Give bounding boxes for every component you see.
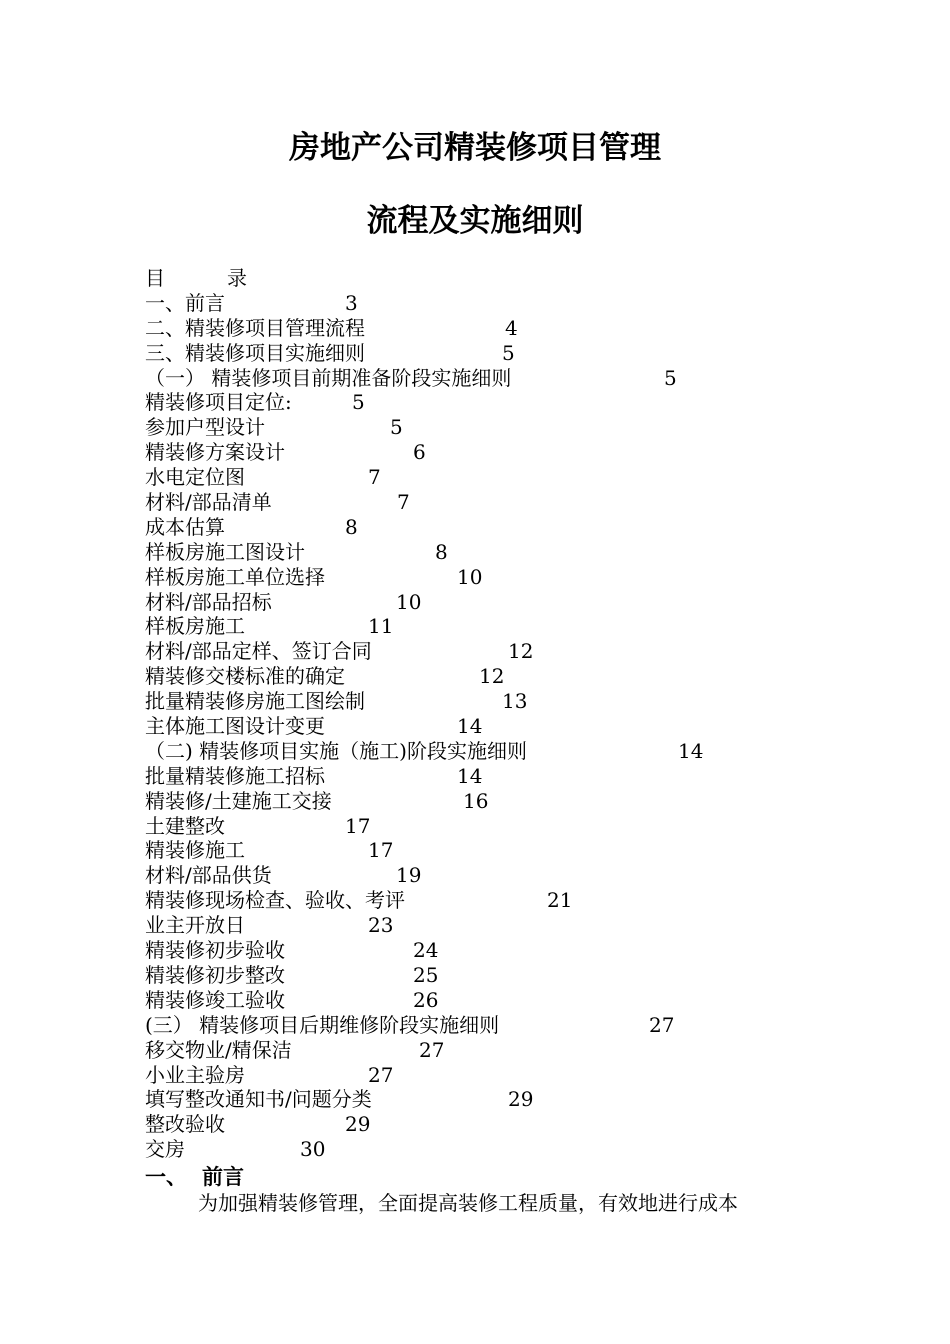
toc-entry[interactable]: [145, 714, 845, 739]
toc-entry-label: 交房: [145, 1137, 185, 1162]
toc-entry-label: 材料/部品定样、签订合同: [145, 639, 372, 664]
toc-entry-label: 样板房施工: [145, 614, 245, 639]
toc-entry[interactable]: [145, 764, 845, 789]
section-title: 前言: [202, 1165, 244, 1189]
toc-entry-page-number: 30: [300, 1137, 326, 1162]
toc-entry-page-number: 7: [368, 465, 381, 490]
document-title-line-2: 流程及实施细则: [366, 203, 584, 239]
toc-entry-label: 精装修/土建施工交接: [145, 788, 332, 813]
toc-entry-label: 主体施工图设计变更: [145, 714, 325, 739]
toc-entry[interactable]: [145, 540, 845, 565]
toc-entry[interactable]: [145, 565, 845, 590]
toc-entry[interactable]: [145, 838, 845, 863]
toc-entry-page-number: 7: [397, 490, 410, 515]
toc-entry-label: 填写整改通知书/问题分类: [145, 1087, 372, 1112]
toc-entry-label: 材料/部品供货: [145, 863, 272, 888]
toc-entry-label: 批量精装修施工招标: [145, 763, 325, 788]
toc-entry-page-number: 27: [649, 1012, 675, 1037]
toc-entry[interactable]: [145, 316, 845, 341]
toc-entry[interactable]: [145, 814, 845, 839]
toc-entry-page-number: 5: [502, 340, 515, 365]
toc-entry-page-number: 6: [413, 440, 426, 465]
toc-entry-page-number: 13: [502, 689, 528, 714]
toc-entry-label: 三、精装修项目实施细则: [145, 340, 365, 365]
toc-entry-label: （二) 精装修项目实施（施工)阶段实施细则: [145, 738, 527, 763]
toc-entry-page-number: 23: [368, 913, 394, 938]
toc-entry[interactable]: [145, 1063, 845, 1088]
toc-entry-page-number: 16: [463, 788, 489, 813]
toc-entry-page-number: 8: [435, 539, 448, 564]
toc-entry[interactable]: [145, 789, 845, 814]
toc-entry-page-number: 27: [419, 1037, 445, 1062]
toc-entry[interactable]: [145, 366, 845, 391]
section-number: 一、: [145, 1165, 187, 1189]
toc-entry[interactable]: [145, 590, 845, 615]
toc-entry-label: (三） 精装修项目后期维修阶段实施细则: [145, 1012, 500, 1037]
toc-entry-label: 水电定位图: [145, 465, 245, 490]
toc-entry-label: 材料/部品清单: [145, 490, 272, 515]
toc-entry-page-number: 4: [505, 315, 518, 340]
toc-entry[interactable]: [145, 291, 845, 316]
toc-entry[interactable]: [145, 639, 845, 664]
document-title-line-1: 房地产公司精装修项目管理: [289, 130, 661, 166]
toc-entry[interactable]: [145, 664, 845, 689]
preface-paragraph: 为加强精装修管理，全面提高装修工程质量，有效地进行成本: [198, 1191, 738, 1215]
toc-entry[interactable]: [145, 1112, 845, 1137]
toc-entry-label: 小业主验房: [145, 1062, 245, 1087]
toc-entry-label: 业主开放日: [145, 913, 245, 938]
toc-entry[interactable]: [145, 988, 845, 1013]
toc-entry-page-number: 24: [413, 938, 439, 963]
toc-heading-char-1: 目: [145, 266, 165, 290]
toc-entry-label: 精装修初步整改: [145, 962, 285, 987]
toc-entry-page-number: 27: [368, 1062, 394, 1087]
toc-entry-page-number: 5: [352, 390, 365, 415]
toc-entry[interactable]: [145, 465, 845, 490]
toc-entry-label: 二、精装修项目管理流程: [145, 315, 365, 340]
toc-entry-label: 土建整改: [145, 813, 225, 838]
toc-entry[interactable]: [145, 415, 845, 440]
toc-entry-label: 精装修现场检查、验收、考评: [145, 888, 405, 913]
toc-entry[interactable]: [145, 739, 845, 764]
toc-entry-label: 整改验收: [145, 1112, 225, 1137]
toc-entry-label: 精装修施工: [145, 838, 245, 863]
toc-entry-page-number: 5: [390, 415, 403, 440]
toc-entry-label: 精装修竣工验收: [145, 987, 285, 1012]
toc-entry-label: 一、前言: [145, 290, 225, 315]
toc-entry-label: 材料/部品招标: [145, 589, 272, 614]
toc-entry[interactable]: [145, 515, 845, 540]
toc-entry[interactable]: [145, 863, 845, 888]
toc-entry-page-number: 10: [457, 564, 483, 589]
toc-entry-page-number: 14: [457, 714, 483, 739]
toc-entry-page-number: 21: [547, 888, 573, 913]
toc-entry-page-number: 5: [664, 365, 677, 390]
toc-entry[interactable]: [145, 614, 845, 639]
toc-entry-label: 精装修交楼标准的确定: [145, 664, 345, 689]
toc-entry[interactable]: [145, 689, 845, 714]
toc-entry-label: （一） 精装修项目前期准备阶段实施细则: [145, 365, 512, 390]
toc-entry-page-number: 14: [678, 738, 704, 763]
toc-entry-page-number: 17: [368, 838, 394, 863]
toc-entry[interactable]: [145, 938, 845, 963]
toc-entry[interactable]: [145, 963, 845, 988]
toc-entry[interactable]: [145, 390, 845, 415]
toc-entry-page-number: 12: [479, 664, 505, 689]
toc-entry-page-number: 14: [457, 763, 483, 788]
toc-heading: [145, 266, 845, 291]
toc-entry-page-number: 8: [345, 514, 358, 539]
toc-entry-label: 成本估算: [145, 514, 225, 539]
toc-entry-page-number: 19: [396, 863, 422, 888]
toc-entry[interactable]: [145, 1013, 845, 1038]
toc-entry-page-number: 26: [413, 987, 439, 1012]
toc-entry[interactable]: [145, 341, 845, 366]
toc-entry-page-number: 29: [345, 1112, 371, 1137]
toc-heading-char-2: 录: [227, 266, 247, 290]
toc-entry[interactable]: [145, 913, 845, 938]
toc-entry[interactable]: [145, 1087, 845, 1112]
toc-entry[interactable]: [145, 440, 845, 465]
toc-entry-label: 精装修方案设计: [145, 440, 285, 465]
toc-entry-label: 精装修初步验收: [145, 938, 285, 963]
toc-entry-label: 精装修项目定位:: [145, 390, 292, 415]
toc-entry-page-number: 12: [508, 639, 534, 664]
toc-entry-label: 参加户型设计: [145, 415, 265, 440]
toc-entry-page-number: 10: [396, 589, 422, 614]
section-heading-preface: [145, 1164, 244, 1190]
toc-entry[interactable]: [145, 490, 845, 515]
toc-entry-label: 样板房施工单位选择: [145, 564, 325, 589]
toc-entry-label: 批量精装修房施工图绘制: [145, 689, 365, 714]
toc-entry[interactable]: [145, 1137, 845, 1162]
toc-entry-page-number: 11: [368, 614, 394, 639]
toc-entry[interactable]: [145, 888, 845, 913]
table-of-contents: [145, 266, 845, 1162]
toc-entry-page-number: 17: [345, 813, 371, 838]
toc-entry-label: 样板房施工图设计: [145, 539, 305, 564]
toc-entry-label: 移交物业/精保洁: [145, 1037, 292, 1062]
toc-entry-page-number: 29: [508, 1087, 534, 1112]
toc-entry-page-number: 3: [345, 290, 358, 315]
toc-entry-page-number: 25: [413, 962, 439, 987]
toc-entry[interactable]: [145, 1038, 845, 1063]
